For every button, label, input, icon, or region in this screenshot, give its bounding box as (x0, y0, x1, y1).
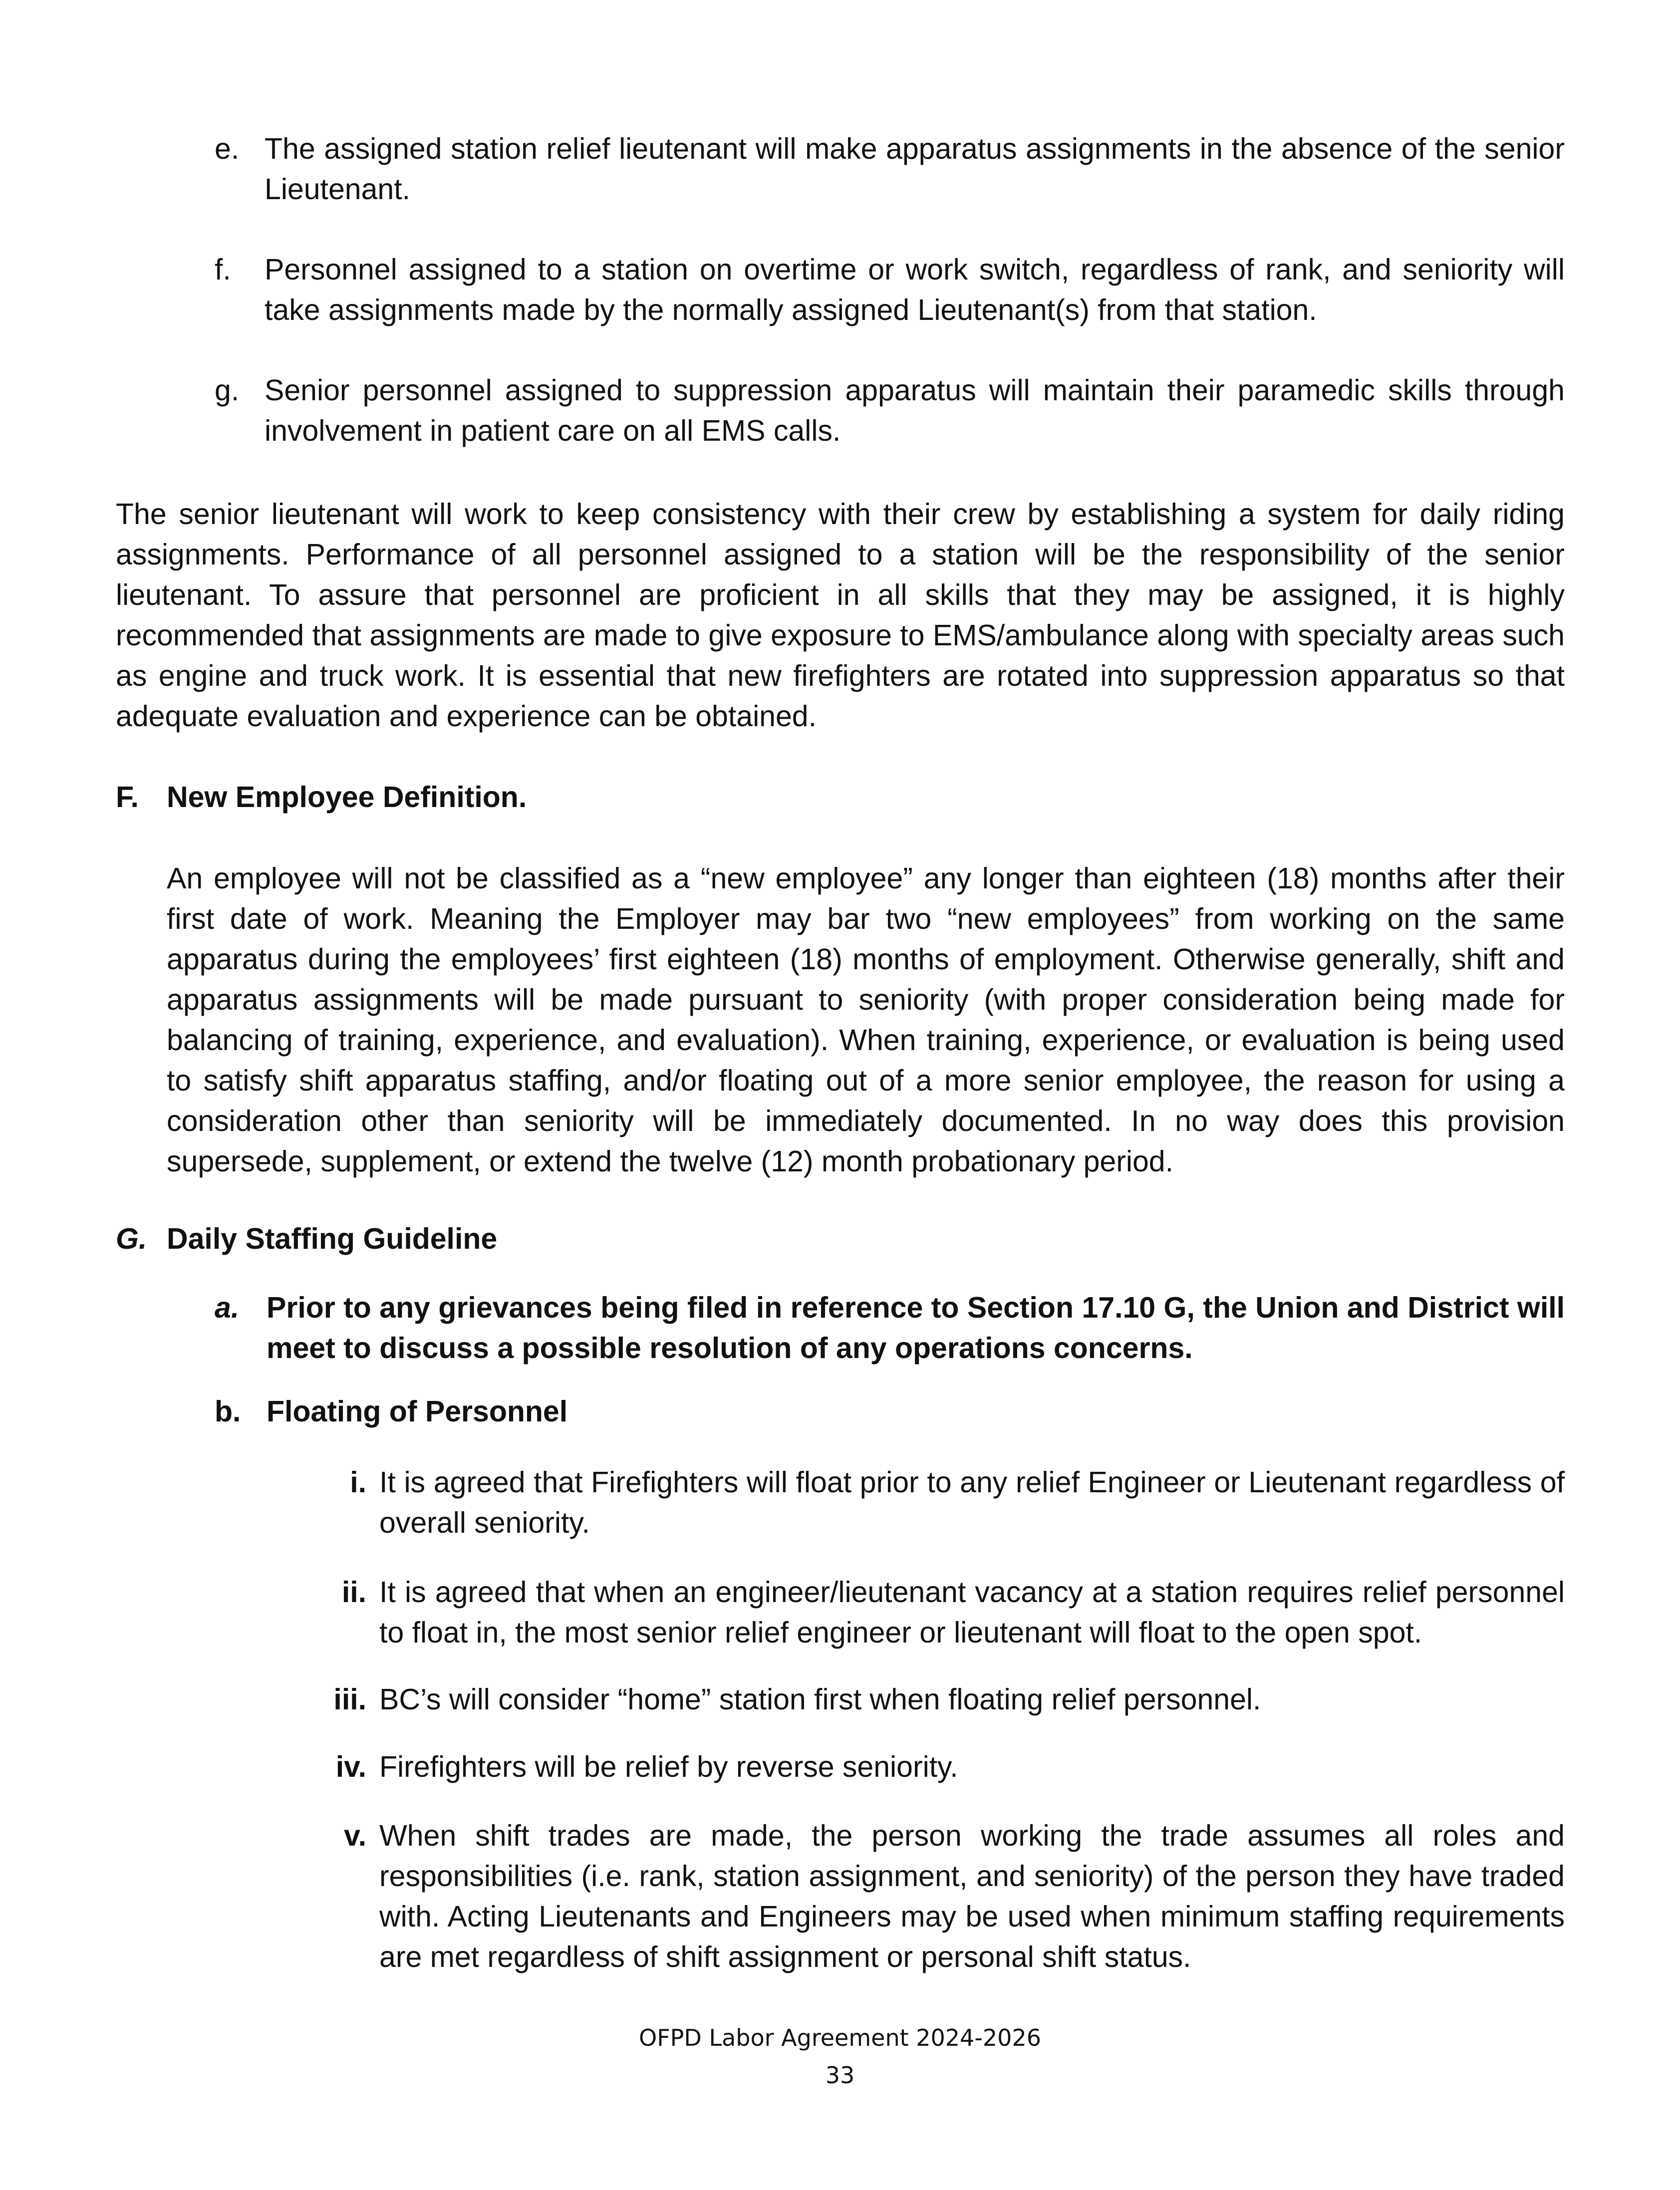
subitem-iv (304, 1747, 1565, 1787)
subitem-iii (304, 1679, 1565, 1720)
subitem-text: Firefighters will be relief by reverse seniority. (379, 1750, 958, 1783)
list-label: f. (215, 253, 231, 286)
subitem-ii (304, 1572, 1565, 1653)
list-item-e (215, 129, 1565, 210)
subitem-label: i. (350, 1466, 366, 1499)
item-a-label: a. (215, 1291, 240, 1324)
subitem-label: ii. (341, 1576, 366, 1609)
item-b-label: b. (215, 1395, 241, 1428)
subitem-i (304, 1462, 1565, 1543)
subitem-text: BC’s will consider “home” station first when floating relief personnel. (379, 1683, 1261, 1716)
subitem-text: When shift trades are made, the person working the trade assumes all roles and responsibilities (i.e. rank, station assignment, and seniority) of the person they have traded with. Acting Lieutenants and Engineers may be used when minimum staffing requirements are met regardless of shift assignment or personal shift status. (379, 1819, 1565, 1973)
section-g-heading (116, 1219, 497, 1259)
subitem-label: iii. (333, 1683, 366, 1716)
section-g-letter: G. (116, 1222, 147, 1255)
page-number: 33 (825, 2062, 855, 2089)
footer-title: OFPD Labor Agreement 2024-2026 (639, 2024, 1041, 2051)
item-b-text: Floating of Personnel (267, 1395, 568, 1428)
item-a-text: Prior to any grievances being filed in reference to Section 17.10 G, the Union and District will meet to discuss a possible resolution of any operations concerns. (267, 1291, 1565, 1365)
section-f-title: New Employee Definition. (167, 781, 527, 814)
senior-lieutenant-paragraph: The senior lieutenant will work to keep consistency with their crew by establishing a system for daily riding assignments. Performance of all personnel assigned to a station will be the responsibility of the senior lieutenant. To assure that personnel are proficient in all skills that they may be assigned, it is highly recommended that assignments are made to give exposure to EMS/ambulance along with specialty areas such as engine and truck work. It is essential that new firefighters are rotated into suppression apparatus so that adequate evaluation and experience can be obtained. (116, 498, 1565, 733)
subitem-label: v. (344, 1819, 366, 1852)
subitem-v (304, 1816, 1565, 1977)
section-g-item-b (215, 1391, 1565, 1432)
section-f-heading (116, 777, 527, 818)
subitem-label: iv. (335, 1750, 366, 1783)
list-item-f (215, 250, 1565, 330)
list-text: Personnel assigned to a station on overtime or work switch, regardless of rank, and seniority will take assignments made by the normally assigned Lieutenant(s) from that station. (265, 253, 1565, 326)
list-label: e. (215, 132, 240, 165)
subitem-text: It is agreed that when an engineer/lieutenant vacancy at a station requires relief personnel to float in, the most senior relief engineer or lieutenant will float to the open spot. (379, 1576, 1565, 1649)
section-f-letter: F. (116, 781, 139, 814)
section-g-item-a (215, 1288, 1565, 1369)
section-g-title: Daily Staffing Guideline (167, 1222, 498, 1255)
section-f-body: An employee will not be classified as a “new employee” any longer than eighteen (18) months after their first date of work. Meaning the Employer may bar two “new employees” from working on the same apparatus during the employees’ first eighteen (18) months of employment. Otherwise generally, shift and apparatus assignments will be made pursuant to seniority (with proper consideration being made for balancing of training, experience, and evaluation). When training, experience, or evaluation is being used to satisfy shift apparatus staffing, and/or floating out of a more senior employee, the reason for using a consideration other than seniority will be immediately documented. In no way does this provision supersede, supplement, or extend the twelve (12) month probationary period. (167, 862, 1565, 1178)
list-label: g. (215, 374, 240, 407)
list-item-g (215, 370, 1565, 451)
subitem-text: It is agreed that Firefighters will float prior to any relief Engineer or Lieutenant regardless of overall seniority. (379, 1466, 1565, 1539)
list-text: The assigned station relief lieutenant will make apparatus assignments in the absence of the senior Lieutenant. (265, 132, 1565, 206)
list-text: Senior personnel assigned to suppression apparatus will maintain their paramedic skills through involvement in patient care on all EMS calls. (265, 374, 1565, 447)
